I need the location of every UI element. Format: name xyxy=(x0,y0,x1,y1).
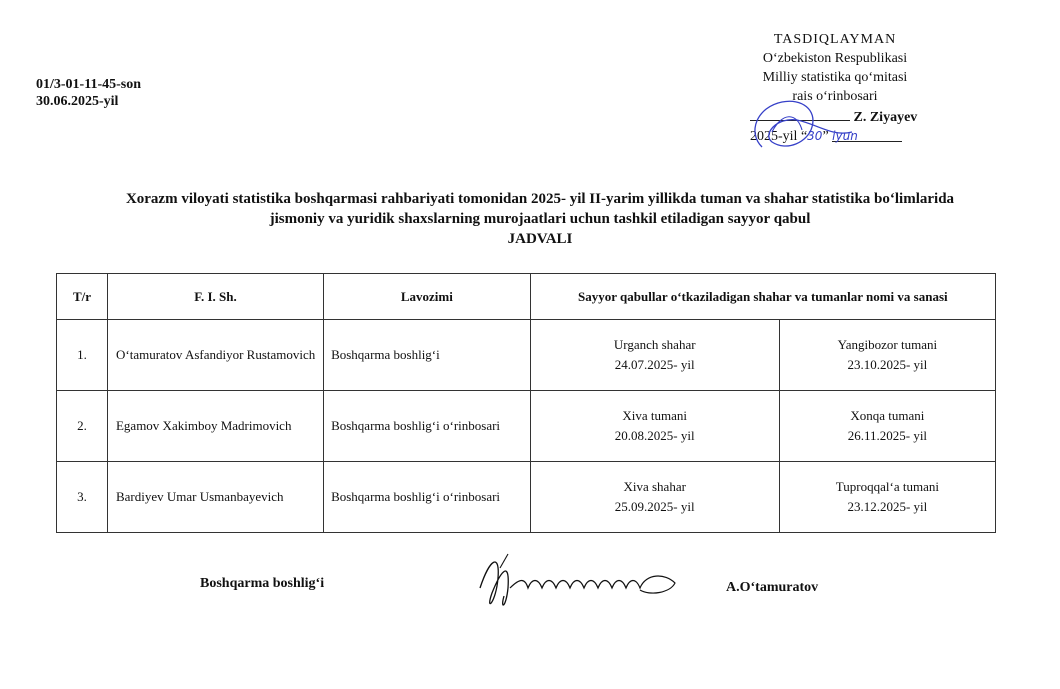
table-header-row xyxy=(57,274,996,320)
row-name: Bardiyev Umar Usmanbayevich xyxy=(107,462,323,533)
row-visit-1 xyxy=(530,391,779,462)
table-row xyxy=(57,391,996,462)
visit-place: Yangibozor tumani xyxy=(837,337,938,352)
visit-place: Xiva tumani xyxy=(622,408,688,423)
approval-date-month: iyun xyxy=(832,127,902,142)
approval-title: TASDIQLAYMAN xyxy=(773,32,897,47)
visit-date: 26.11.2025- yil xyxy=(847,428,928,443)
row-position: Boshqarma boshlig‘i o‘rinbosari xyxy=(324,462,531,533)
approval-line-3: rais o‘rinbosari xyxy=(792,89,878,104)
visit-date: 20.08.2025- yil xyxy=(614,428,695,443)
row-visit-1 xyxy=(530,320,779,391)
footer-position: Boshqarma boshlig‘i xyxy=(200,576,325,591)
visit-date: 25.09.2025- yil xyxy=(614,499,695,514)
visit-place: Urganch shahar xyxy=(613,337,696,352)
approval-signer: Z. Ziyayev xyxy=(853,110,918,125)
approval-line-2: Milliy statistika qo‘mitasi xyxy=(762,70,908,85)
footer-signer-name: A.O‘tamuratov xyxy=(726,580,819,595)
document-title xyxy=(40,189,1040,249)
reference-number: 01/3-01-11-45-son xyxy=(36,77,141,92)
visit-date: 23.10.2025- yil xyxy=(847,357,928,372)
footer-signature-icon xyxy=(470,548,685,618)
schedule-table xyxy=(56,273,996,533)
row-position: Boshqarma boshlig‘i o‘rinbosari xyxy=(324,391,531,462)
approval-date-mid: ” xyxy=(822,129,829,144)
table-row xyxy=(57,462,996,533)
header-number: T/r xyxy=(57,274,108,320)
document-reference xyxy=(36,76,141,110)
approval-date-prefix: 2025-yil “ xyxy=(750,129,808,144)
header-name: F. I. Sh. xyxy=(107,274,323,320)
row-name: Egamov Xakimboy Madrimovich xyxy=(107,391,323,462)
header-position: Lavozimi xyxy=(324,274,531,320)
visit-place: Tuproqqal‘a tumani xyxy=(835,479,939,494)
row-number: 3. xyxy=(57,462,108,533)
approval-line-1: O‘zbekiston Respublikasi xyxy=(762,51,908,66)
reference-date: 30.06.2025-yil xyxy=(36,94,119,109)
approval-signature-icon xyxy=(742,92,862,162)
row-visit-1 xyxy=(530,462,779,533)
row-visit-2 xyxy=(779,391,995,462)
row-visit-2 xyxy=(779,320,995,391)
visit-date: 23.12.2025- yil xyxy=(847,499,928,514)
row-position: Boshqarma boshlig‘i xyxy=(324,320,531,391)
approval-date-day: 30 xyxy=(807,129,823,143)
title-line-3: JADVALI xyxy=(507,231,573,247)
visit-date: 24.07.2025- yil xyxy=(614,357,695,372)
visit-place: Xonqa tumani xyxy=(850,408,925,423)
title-line-1: Xorazm viloyati statistika boshqarmasi rahbariyati tomonidan 2025- yil II-yarim yillikda tuman va shahar statistika bo‘limlarida xyxy=(125,191,955,207)
row-name: O‘tamuratov Asfandiyor Rustamovich xyxy=(107,320,323,391)
row-number: 1. xyxy=(57,320,108,391)
row-number: 2. xyxy=(57,391,108,462)
header-places: Sayyor qabullar o‘tkaziladigan shahar va tumanlar nomi va sanasi xyxy=(530,274,995,320)
title-line-2: jismoniy va yuridik shaxslarning murojaatlari uchun tashkil etiladigan sayyor qabul xyxy=(269,211,811,227)
row-visit-2 xyxy=(779,462,995,533)
table-row xyxy=(57,320,996,391)
visit-place: Xiva shahar xyxy=(623,479,686,494)
